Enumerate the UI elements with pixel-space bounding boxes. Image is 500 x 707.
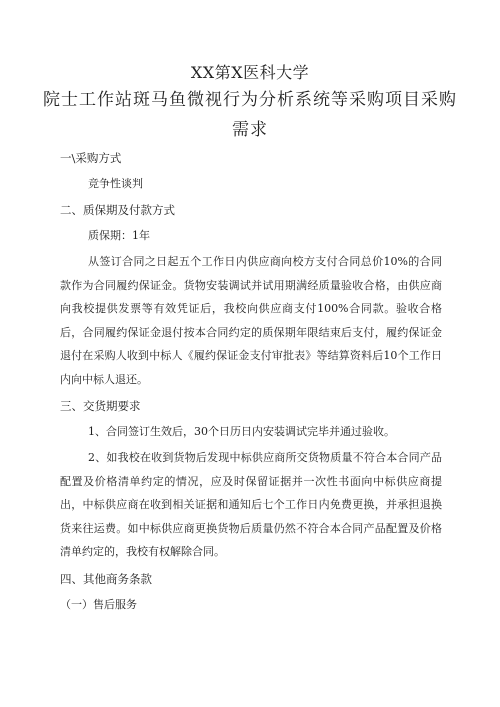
subsection-after-sales: （一）售后服务 [60,597,137,611]
section-heading-warranty-payment: 二、质保期及付款方式 [60,203,175,217]
warranty-period-text: 质保期：1年 [88,229,150,242]
procurement-method-text: 竞争性谈判 [88,177,143,190]
section-heading-delivery: 三、交货期要求 [60,399,141,413]
document-body [60,145,442,618]
title-university: XX第X医科大学 [190,63,310,82]
delivery-item-2-paragraph: 2、如我校在收到货物后发现中标供应商所交货物质量不符合本合同产品配置及价格清单约定的情况，应及时保留证据并一次性书面向中标供应商提出，中标供应商在收到相关证据和通知后七个工作日内免费更换，并承担退换货来往运费。如中标供应商更换货物后质量仍然不符合本合同产品配置及价格清单约定的，我校有权解除合同。 [60,451,442,558]
payment-terms-paragraph: 从签订合同之日起五个工作日内供应商向校方支付合同总价10%的合同款作为合同履约保证金。货物安装调试并试用期满经质量验收合格，由供应商向我校提供发票等有效凭证后，我校向供应商支付100%合同款。验收合格后，合同履约保证金退付按本合同约定的质保期年限结束后支付，履约保证金退付在采购人收到中标人《履约保证金支付审批表》等结算资料后10个工作日内向中标人退还。 [60,255,442,386]
title-project-continued: 需求 [232,120,268,140]
delivery-item-1: 1、合同签订生效后，30个日历日内安装调试完毕并通过验收。 [88,425,395,438]
title-project: 院士工作站斑马鱼微视行为分析系统等采购项目采购 [43,90,457,110]
section-heading-procurement-method: 一\采购方式 [60,151,122,165]
document-title [0,62,500,144]
section-heading-other-terms: 四、其他商务条款 [60,571,152,586]
